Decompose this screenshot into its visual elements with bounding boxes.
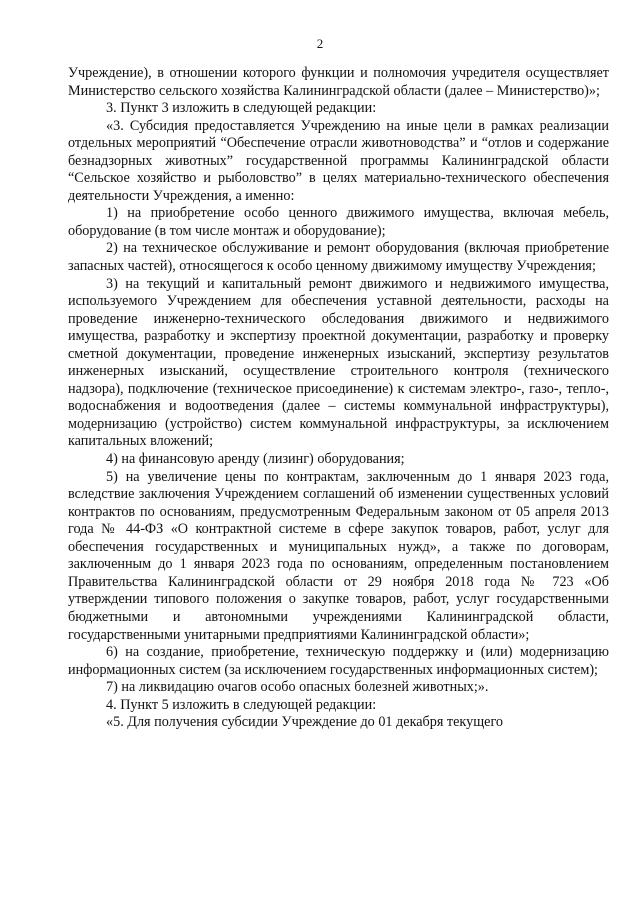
paragraph-subitem-5: 5) на увеличение цены по контрактам, заключенным до 1 января 2023 года, вследствие заключения Учреждением соглашений об изменении существенных условий контрактов по основаниям, предусмотренным Федеральным законом от 05 апреля 2013 года № 44-ФЗ «О контрактной системе в сфере закупок товаров, работ, услуг для обеспечения государственных и муниципальных нужд», а также по договорам, заключенным до 1 января 2023 года по основаниям, определенным постановлением Правительства Калининградской области от 29 ноября 2018 года № 723 «Об утверждении типового положения о закупке товаров, работ, услуг государственными бюджетными и автономными учреждениями Калининградской области, государственными унитарными предприятиями Калининградской области»;	[68, 468, 609, 643]
paragraph-subitem-4: 4) на финансовую аренду (лизинг) оборудования;	[106, 451, 405, 468]
paragraph-subitem-1: 1) на приобретение особо ценного движимого имущества, включая мебель, оборудование (в том числе монтаж и оборудование);	[68, 205, 609, 239]
paragraph-continuation: Учреждение), в отношении которого функции и полномочия учредителя осуществляет Министерство сельского хозяйства Калининградской области (далее – Министерство)»;	[68, 65, 609, 99]
page-number: 2	[316, 36, 324, 51]
paragraph-subitem-7: 7) на ликвидацию очагов особо опасных болезней животных;».	[106, 679, 489, 696]
paragraph-subsidy: «3. Субсидия предоставляется Учреждению на иные цели в рамках реализации отдельных мероприятий “Обеспечение отрасли животноводства” и “отлов и содержание безнадзорных животных” государственной программы Калининградской области “Сельское хозяйство и рыболовство” в целях материально-технического обеспечения деятельности Учреждения, а именно:	[68, 117, 609, 204]
paragraph-item-4: 4. Пункт 5 изложить в следующей редакции:	[106, 696, 377, 713]
paragraph-subitem-2: 2) на техническое обслуживание и ремонт оборудования (включая приобретение запасных частей), относящегося к особо ценному движимому имуществу Учреждения;	[68, 240, 609, 275]
paragraph-subitem-6: 6) на создание, приобретение, техническую поддержку и (или) модернизацию информационных систем (за исключением государственных информационных систем);	[68, 644, 609, 678]
paragraph-item-5-start: «5. Для получения субсидии Учреждение до 01 декабря текущего	[106, 714, 503, 731]
document-body	[68, 65, 609, 732]
paragraph-item-3: 3. Пункт 3 изложить в следующей редакции:	[106, 100, 377, 117]
paragraph-subitem-3: 3) на текущий и капитальный ремонт движимого и недвижимого имущества, используемого Учреждением для обеспечения уставной деятельности, расходы на проведение инженерно-технического обследования движимого и недвижимого имущества, разработку и экспертизу проектной документации, разработку и проверку сметной документации, проведение инженерных изысканий, экспертизу результатов инженерных изысканий, осуществление строительного контроля (технического надзора), подключение (техническое присоединение) к системам электро-, газо-, тепло-, водоснабжения и водоотведения (далее – системы коммунальной инфраструктуры), модернизацию (устройство) систем коммунальной инфраструктуры, за исключением капитальных вложений;	[68, 275, 609, 450]
